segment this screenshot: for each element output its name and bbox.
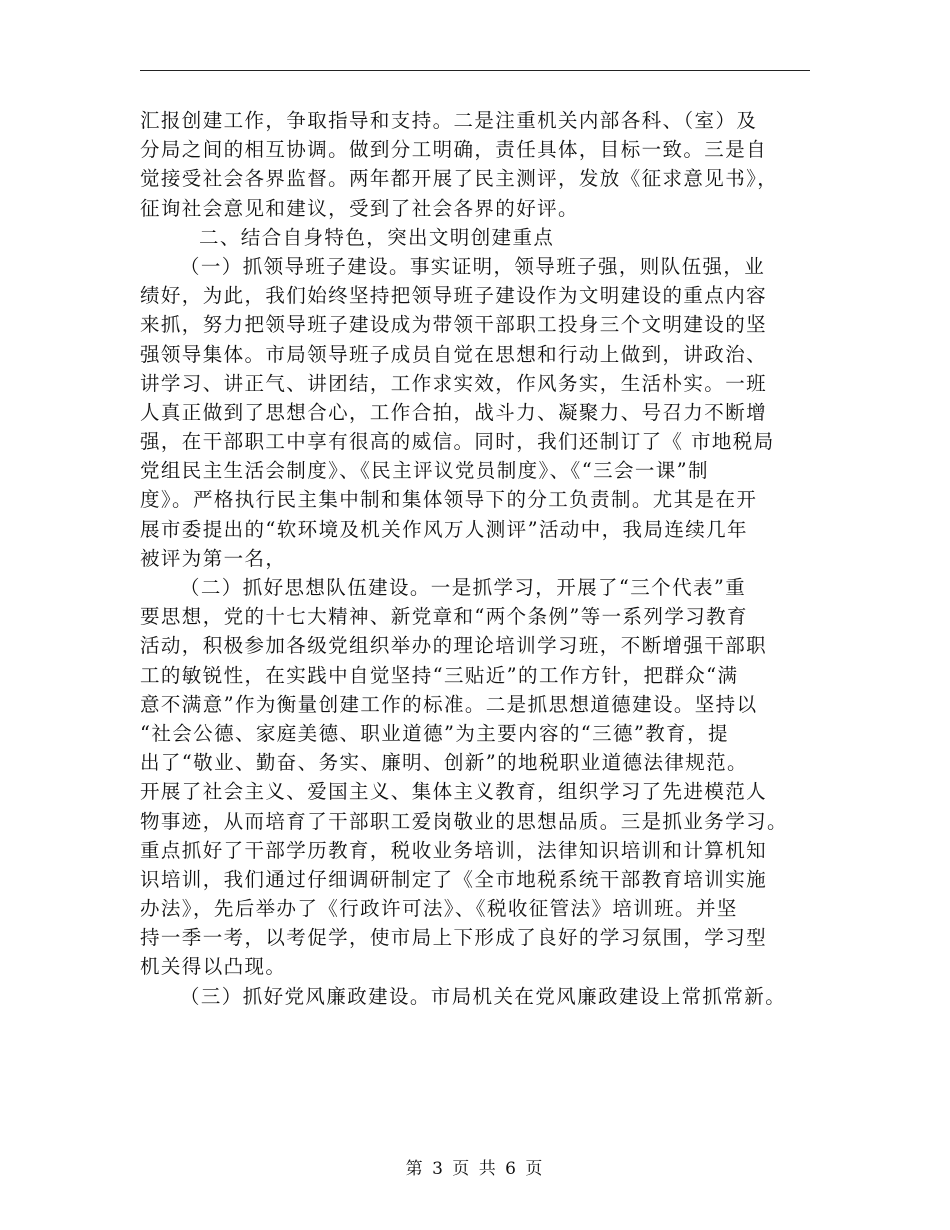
text-line: 党组民主生活会制度》、《民主评议党员制度》、《“三会一课”制: [140, 459, 709, 483]
page-number: 第 3 页 共 6 页: [405, 1159, 545, 1179]
text-line: 强，在干部职工中享有很高的威信。同时，我们还制订了《 市地税局: [140, 430, 775, 454]
text-line: 工的敏锐性，在实践中自觉坚持“三贴近”的工作方针，把群众“满: [140, 663, 739, 687]
text-line: 人真正做到了思想合心，工作合拍，战斗力、凝聚力、号召力不断增: [140, 400, 768, 424]
text-line: “社会公德、家庭美德、职业道德”为主要内容的“三德”教育，提: [140, 721, 729, 745]
paragraph-start: （二）抓好思想队伍建设。一是抓学习，开展了“三个代表”重: [180, 576, 747, 599]
text-line: 意不满意”作为衡量创建工作的标准。二是抓思想道德建设。坚持以: [140, 692, 758, 716]
text-line: 强领导集体。市局领导班子成员自觉在思想和行动上做到，讲政治、: [140, 342, 768, 366]
text-line: 出了“敬业、勤奋、务实、廉明、创新”的地税职业道德法律规范。: [140, 751, 748, 775]
text-line: 讲学习、讲正气、讲团结，工作求实效，作风务实，生活朴实。一班: [140, 371, 768, 395]
text-line: 物事迹，从而培育了干部职工爱岗敬业的思想品质。三是抓业务学习。: [140, 809, 788, 833]
text-line: 绩好，为此，我们始终坚持把领导班子建设作为文明建设的重点内容: [140, 284, 768, 308]
text-line: 展市委提出的“软环境及机关作风万人测评”活动中，我局连续几年: [140, 517, 748, 541]
paragraph-start: （三）抓好党风廉政建设。市局机关在党风廉政建设上常抓常新。: [180, 984, 787, 1008]
text-line: 识培训，我们通过仔细调研制定了《全市地税系统干部教育培训实施: [140, 867, 768, 891]
text-line: 重点抓好了干部学历教育，税收业务培训，法律知识培训和计算机知: [140, 838, 768, 862]
paragraph-start: （一）抓领导班子建设。事实证明，领导班子强，则队伍强，业: [180, 254, 766, 278]
text-line: 开展了社会主义、爱国主义、集体主义教育，组织学习了先进模范人: [140, 780, 768, 804]
document-body: [140, 106, 816, 1011]
text-line: 觉接受社会各界监督。两年都开展了民主测评，发放《征求意见书》，: [140, 167, 779, 191]
header-rule: [140, 70, 810, 71]
text-line: 被评为第一名，: [140, 546, 287, 570]
text-line: 活动，积极参加各级党组织举办的理论培训学习班，不断增强干部职: [140, 634, 768, 658]
text-line: 汇报创建工作，争取指导和支持。二是注重机关内部各科、（室）及: [140, 109, 758, 132]
section-heading: 二、结合自身特色，突出文明创建重点: [199, 225, 555, 249]
text-line: 办法》，先后举办了《行政许可法》、《税收征管法》培训班。并坚: [140, 897, 738, 921]
text-line: 持一季一考，以考促学，使市局上下形成了良好的学习氛围，学习型: [140, 926, 768, 950]
text-line: 要思想，党的十七大精神、新党章和“两个条例”等一系列学习教育: [140, 605, 748, 629]
text-line: 征询社会意见和建议，受到了社会各界的好评。: [140, 196, 579, 220]
text-line: 度》。严格执行民主集中制和集体领导下的分工负责制。尤其是在开: [140, 488, 758, 512]
text-line: 来抓，努力把领导班子建设成为带领干部职工投身三个文明建设的坚: [140, 313, 768, 337]
text-line: 机关得以凸现。: [140, 955, 287, 979]
text-line: 分局之间的相互协调。做到分工明确，责任具体，目标一致。三是自: [140, 138, 768, 162]
